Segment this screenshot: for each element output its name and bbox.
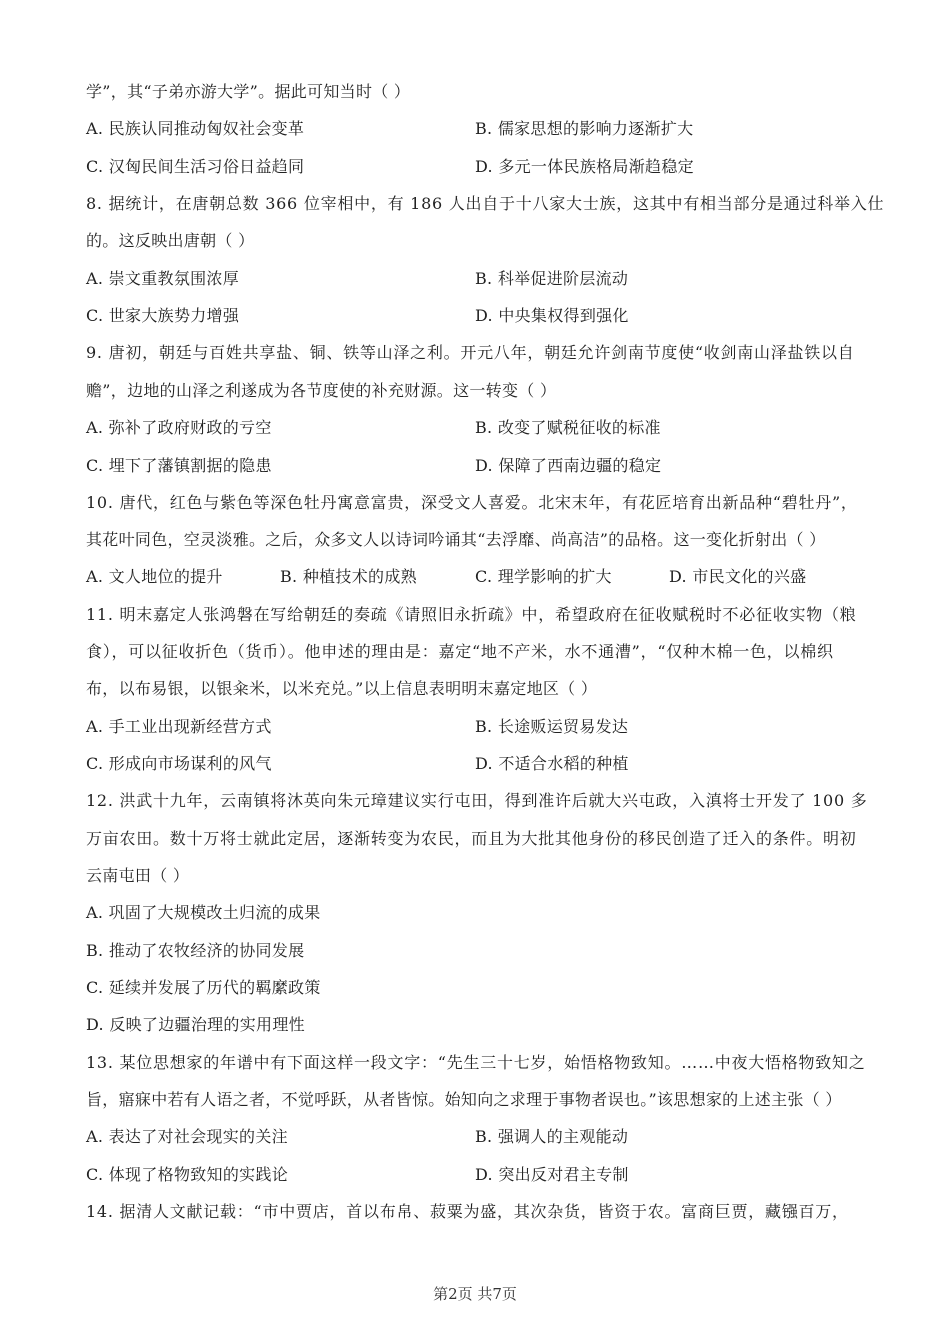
q13-stem-line-1: 13. 某位思想家的年谱中有下面这样一段文字：“先生三十七岁，始悟格物致知。……中夜大悟格物致知之 — [86, 1053, 866, 1072]
q9-options-row-1 — [86, 418, 886, 440]
q9-stem-line-1: 9. 唐初，朝廷与百姓共享盐、铜、铁等山泽之利。开元八年，朝廷允许剑南节度使“收剑南山泽盐铁以自 — [86, 343, 855, 362]
q10-options-row — [86, 567, 886, 589]
option-d[interactable]: D. 突出反对君主专制 — [475, 1165, 629, 1184]
q10-stem-line-1: 10. 唐代，红色与紫色等深色牡丹寓意富贵，深受文人喜爱。北宋末年，有花匠培育出新品种“碧牡丹”， — [86, 493, 858, 512]
option-d[interactable]: D. 不适合水稻的种植 — [475, 754, 629, 773]
q8-options-row-1 — [86, 269, 886, 291]
q7-stem-line-2: 学”，其“子弟亦游大学”。据此可知当时（ ） — [86, 82, 411, 101]
option-d[interactable]: D. 中央集权得到强化 — [475, 306, 629, 325]
option-a[interactable]: A. 手工业出现新经营方式 — [86, 717, 272, 736]
q13-options-row-2 — [86, 1165, 886, 1187]
q12-stem-line-3: 云南屯田（ ） — [86, 866, 190, 885]
option-b[interactable]: B. 长途贩运贸易发达 — [475, 717, 629, 736]
option-a[interactable]: A. 崇文重教氛围浓厚 — [86, 269, 240, 288]
option-d[interactable]: D. 多元一体民族格局渐趋稳定 — [475, 157, 694, 176]
q14-stem-line-1: 14. 据清人文献记载：“市中贾店，首以布帛、菽粟为盛，其次杂货，皆资于农。富商巨贾，藏镪百万， — [86, 1202, 849, 1221]
option-a[interactable]: A. 表达了对社会现实的关注 — [86, 1127, 288, 1146]
q8-stem-line-1: 8. 据统计，在唐朝总数 366 位宰相中，有 186 人出自于十八家大士族，这其中有相当部分是通过科举入仕 — [86, 194, 885, 213]
q11-stem-line-1: 11. 明末嘉定人张鸿磐在写给朝廷的奏疏《请照旧永折疏》中，希望政府在征收赋税时不必征收实物（粮 — [86, 605, 857, 624]
q12-option-d[interactable]: D. 反映了边疆治理的实用理性 — [86, 1015, 305, 1034]
q12-stem-line-2: 万亩农田。数十万将士就此定居，逐渐转变为农民，而且为大批其他身份的移民创造了迁入的条件。明初 — [86, 829, 857, 848]
option-b[interactable]: B. 种植技术的成熟 — [280, 567, 417, 586]
q12-option-c[interactable]: C. 延续并发展了历代的羁縻政策 — [86, 978, 321, 997]
q12-option-b[interactable]: B. 推动了农牧经济的协同发展 — [86, 941, 305, 960]
q10-stem-line-2: 其花叶同色，空灵淡雅。之后，众多文人以诗词吟诵其“去浮靡、尚高洁”的品格。这一变化折射出（ ） — [86, 530, 826, 549]
q11-options-row-1 — [86, 717, 886, 739]
q12-stem-line-1: 12. 洪武十九年，云南镇将沐英向朱元璋建议实行屯田，得到准许后就大兴屯政，入滇将士开发了 100 多 — [86, 791, 868, 810]
option-c[interactable]: C. 埋下了藩镇割据的隐患 — [86, 456, 272, 475]
option-b[interactable]: B. 改变了赋税征收的标准 — [475, 418, 661, 437]
page-number: 第2页 共7页 — [433, 1285, 517, 1303]
q11-options-row-2 — [86, 754, 886, 776]
option-c[interactable]: C. 体现了格物致知的实践论 — [86, 1165, 289, 1184]
q12-option-a[interactable]: A. 巩固了大规模改土归流的成果 — [86, 903, 321, 922]
option-a[interactable]: A. 弥补了政府财政的亏空 — [86, 418, 272, 437]
q13-stem-line-2: 旨，寤寐中若有人语之者，不觉呼跃，从者皆惊。始知向之求理于事物者误也。”该思想家的上述主张（ ） — [86, 1090, 842, 1109]
option-d[interactable]: D. 市民文化的兴盛 — [669, 567, 807, 586]
q11-stem-line-2: 食），可以征收折色（货币）。他申述的理由是：嘉定“地不产米，水不通漕”，“仅种木棉一色，以棉织 — [86, 642, 834, 661]
option-c[interactable]: C. 汉匈民间生活习俗日益趋同 — [86, 157, 305, 176]
option-b[interactable]: B. 科举促进阶层流动 — [475, 269, 629, 288]
option-a[interactable]: A. 文人地位的提升 — [86, 567, 223, 586]
q9-stem-line-2: 赡”，边地的山泽之利遂成为各节度使的补充财源。这一转变（ ） — [86, 381, 557, 400]
option-b[interactable]: B. 强调人的主观能动 — [475, 1127, 629, 1146]
option-d[interactable]: D. 保障了西南边疆的稳定 — [475, 456, 662, 475]
q13-options-row-1 — [86, 1127, 886, 1149]
option-a[interactable]: A. 民族认同推动匈奴社会变革 — [86, 119, 305, 138]
q8-options-row-2 — [86, 306, 886, 328]
q11-stem-line-3: 布，以布易银，以银籴米，以米充兑。”以上信息表明明末嘉定地区（ ） — [86, 679, 598, 698]
q7-options-row-2 — [86, 157, 886, 179]
q8-stem-line-2: 的。这反映出唐朝（ ） — [86, 231, 255, 250]
option-c[interactable]: C. 理学影响的扩大 — [475, 567, 612, 586]
q7-options-row-1 — [86, 119, 886, 141]
option-c[interactable]: C. 形成向市场谋利的风气 — [86, 754, 272, 773]
option-b[interactable]: B. 儒家思想的影响力逐渐扩大 — [475, 119, 694, 138]
option-c[interactable]: C. 世家大族势力增强 — [86, 306, 240, 325]
q9-options-row-2 — [86, 456, 886, 478]
